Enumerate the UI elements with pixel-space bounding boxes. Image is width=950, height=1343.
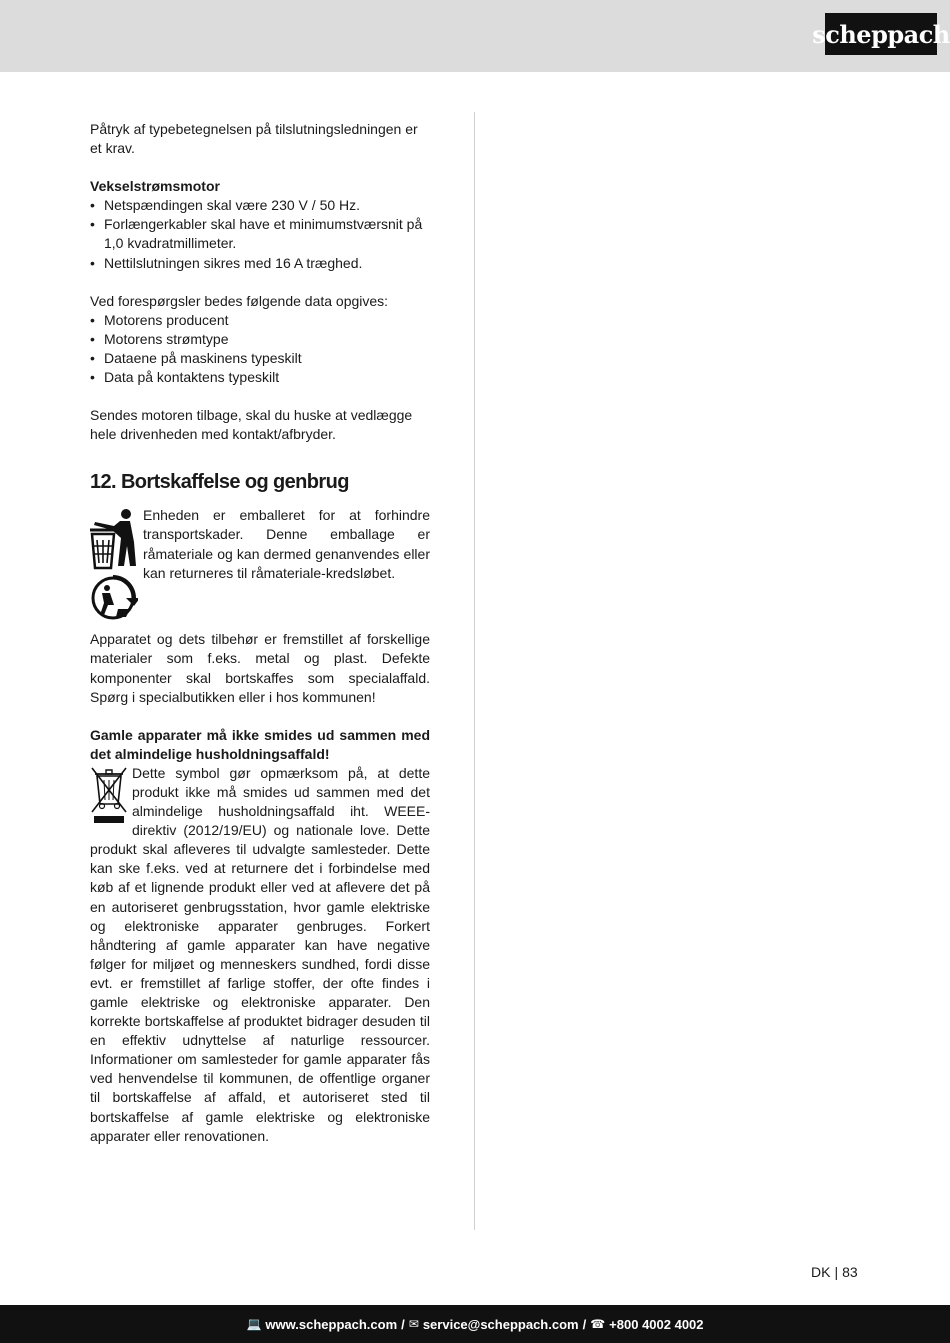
- weee-block: [90, 764, 430, 1146]
- phone-icon: ☎: [590, 1317, 606, 1331]
- phone-number[interactable]: +800 4002 4002: [609, 1316, 704, 1332]
- recycle-icon: [90, 575, 138, 621]
- list-item: • Nettilslutningen sikres med 16 A træghed.: [90, 254, 430, 273]
- main-column: [90, 120, 430, 1146]
- page-separator: |: [834, 1264, 839, 1280]
- ac-motor-list: [90, 196, 430, 272]
- scheppach-logo: scheppach: [825, 13, 937, 55]
- language-code: DK: [811, 1264, 831, 1280]
- crossed-bin-icon: [90, 766, 128, 826]
- column-divider: [474, 112, 475, 1230]
- recycle-icons: [90, 508, 138, 626]
- weee-text: Dette symbol gør opmærksom på, at dette produkt ikke må smides ud sammen med det almindelige husholdningsaffald iht. WEEE-direktiv (2012/19/EU) og nationale love. Dette produkt skal afleveres til udvalgte samlesteder. Dette kan ske f.eks. ved at returnere det i forbindelse med køb af et lignende produkt eller ved at aflevere det på en autoriseret genbrugsstation, hvor gamle elektriske og elektroniske apparater genbruges. Forkert håndtering af gamle apparater kan have negative følger for miljøet og menneskers sundhed, fordi disse evt. er fremstillet af farlige stoffer, der ofte findes i gamle elektriske og elektroniske apparater. Den korrekte bortskaffelse af produktet bidrager desuden til en effektiv udnyttelse af naturlige ressourcer. Informationer om samlesteder for gamle apparater fås ved henvendelse til kommunen, de offentlige organer til bortskaffelse af affald, et autoriseret sted til bortskaffelse af gamle elektriske og elektroniske apparater eller renovationen.: [90, 764, 430, 1144]
- email-link[interactable]: service@scheppach.com: [422, 1316, 579, 1332]
- intro-text: Påtryk af typebetegnelsen på tilslutningsledningen er et krav.: [90, 121, 418, 157]
- header-bar: [0, 0, 950, 72]
- footer-separator: /: [582, 1316, 587, 1332]
- packaging-text: Enheden er emballeret for at forhindre transportskader. Denne emballage er råmateriale og kan dermed genanvendes eller kan returneres til råmateriale-kredsløbet.: [143, 507, 430, 581]
- inquiry-lead: Ved forespørgsler bedes følgende data opgives:: [90, 292, 389, 309]
- ac-motor-title: Vekselstrømsmotor: [90, 178, 220, 195]
- list-item: • Netspændingen skal være 230 V / 50 Hz.: [90, 196, 430, 215]
- email-icon: ✉: [408, 1317, 419, 1331]
- list-item: • Forlængerkabler skal have et minimumstværsnit på 1,0 kvadratmillimeter.: [90, 215, 430, 253]
- footer-separator: /: [401, 1316, 405, 1332]
- page-number: [811, 1264, 858, 1280]
- computer-icon: 💻: [246, 1317, 262, 1331]
- list-item: • Motorens producent: [90, 311, 430, 330]
- footer-bar: [0, 1305, 950, 1343]
- packaging-block: [90, 506, 430, 618]
- list-item: • Motorens strømtype: [90, 330, 430, 349]
- website-link[interactable]: www.scheppach.com: [265, 1316, 398, 1332]
- litter-bin-icon: [90, 508, 138, 570]
- list-item: • Dataene på maskinens typeskilt: [90, 349, 430, 368]
- section-heading: 12. Bortskaffelse og genbrug: [90, 471, 349, 494]
- list-item: • Data på kontaktens typeskilt: [90, 368, 430, 387]
- disposal-warning: Gamle apparater må ikke smides ud sammen med det almindelige husholdningsaffald!: [90, 726, 430, 762]
- return-note: Sendes motoren tilbage, skal du huske at vedlægge hele drivenheden med kontakt/afbryder.: [90, 407, 413, 443]
- inquiry-list: [90, 311, 430, 387]
- materials-text: Apparatet og dets tilbehør er fremstillet af forskellige materialer som f.eks. metal og plast. Defekte komponenter skal bortskaffes som specialaffald. Spørg i specialbutikken eller i hos kommunen!: [90, 631, 430, 705]
- page-number-value: 83: [842, 1264, 858, 1280]
